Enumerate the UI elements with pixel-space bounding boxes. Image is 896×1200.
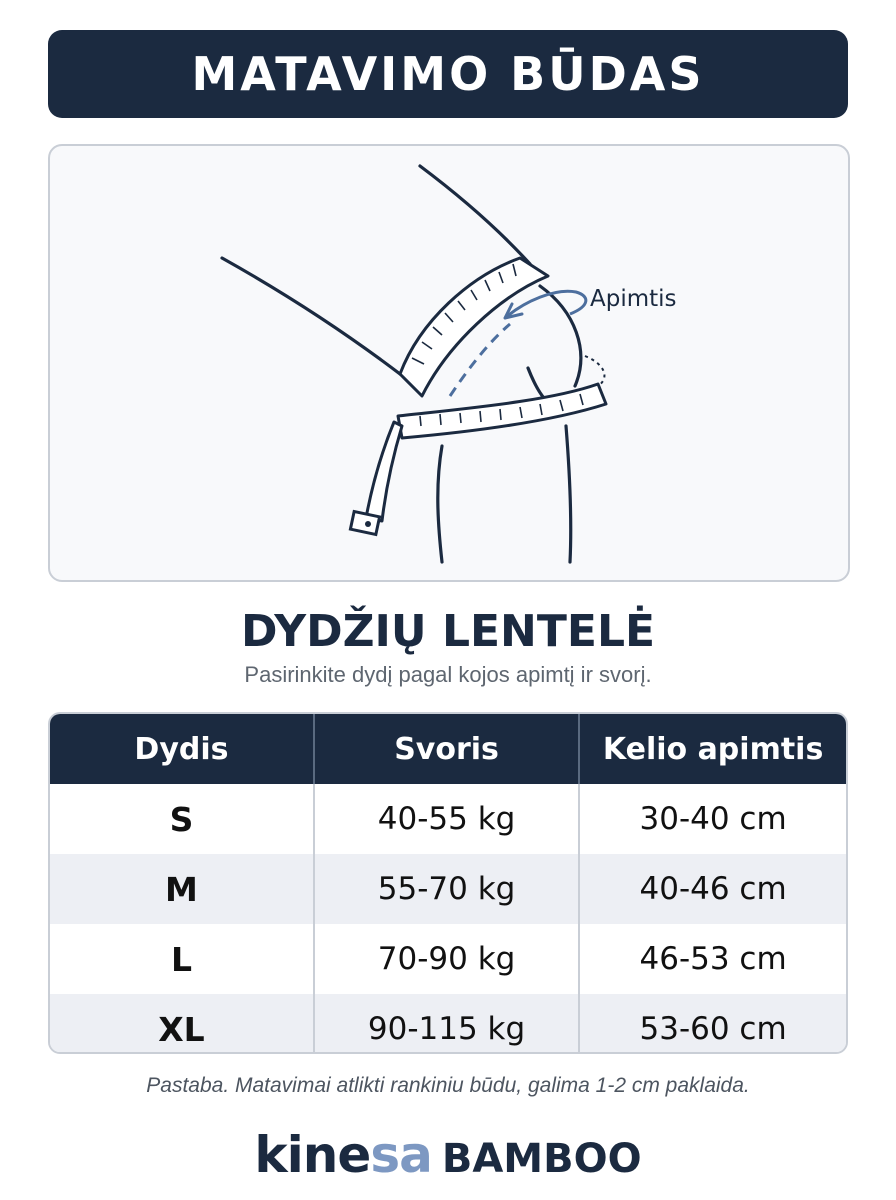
size-cell: L <box>50 924 314 994</box>
circumference-cell: 30-40 cm <box>579 784 846 854</box>
table-row <box>50 924 846 994</box>
brand-logo <box>0 1126 896 1184</box>
size-cell: S <box>50 784 314 854</box>
size-cell: XL <box>50 994 314 1054</box>
shin-back <box>438 446 442 562</box>
weight-cell: 40-55 kg <box>314 784 579 854</box>
measurement-note: Pastaba. Matavimai atlikti rankiniu būdu, galima 1-2 cm paklaida. <box>146 1074 750 1097</box>
weight-cell: 90-115 kg <box>314 994 579 1054</box>
size-table-title: DYDŽIŲ LENTELĖ <box>240 606 656 657</box>
circumference-cell: 53-60 cm <box>579 994 846 1054</box>
knee-tape-drawing <box>50 146 848 580</box>
table-header-row <box>50 714 846 784</box>
measurement-illustration <box>48 144 850 582</box>
weight-cell: 70-90 kg <box>314 924 579 994</box>
table-row <box>50 994 846 1054</box>
size-table-subtitle: Pasirinkite dydį pagal kojos apimtį ir svorį. <box>244 662 652 687</box>
size-cell: M <box>50 854 314 924</box>
size-table <box>48 712 848 1054</box>
brand-part-sa: sa <box>370 1126 432 1184</box>
header-knee-circumference: Kelio apimtis <box>579 714 846 784</box>
header-banner <box>48 30 848 118</box>
table-row <box>50 784 846 854</box>
header-size: Dydis <box>50 714 314 784</box>
brand-part-bamboo: BAMBOO <box>441 1136 642 1182</box>
page-title: MATAVIMO BŪDAS <box>191 47 705 101</box>
leg-outline-back <box>222 258 400 374</box>
shin-front <box>566 426 571 562</box>
leg-outline-top <box>420 166 530 264</box>
table-row <box>50 854 846 924</box>
header-weight: Svoris <box>314 714 579 784</box>
knee-cap-outline <box>540 286 581 386</box>
circumference-label: Apimtis <box>590 286 677 312</box>
weight-cell: 55-70 kg <box>314 854 579 924</box>
brand-part-kine: kine <box>254 1126 371 1184</box>
circumference-cell: 40-46 cm <box>579 854 846 924</box>
measuring-tape-upper <box>400 258 548 396</box>
circumference-cell: 46-53 cm <box>579 924 846 994</box>
